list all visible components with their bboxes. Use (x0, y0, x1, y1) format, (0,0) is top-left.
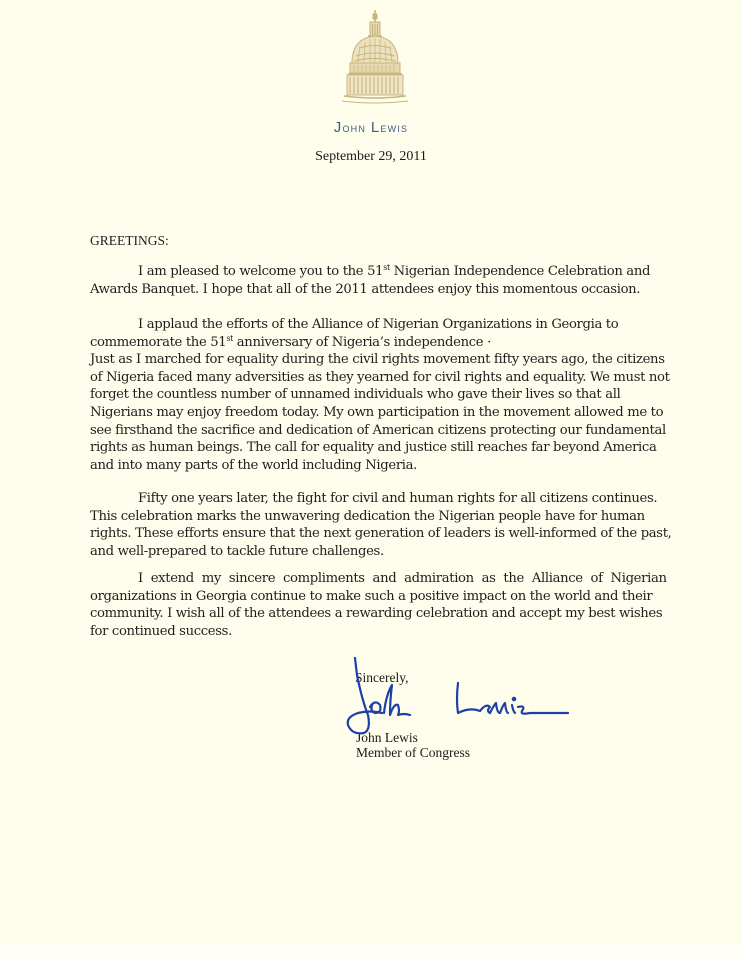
valediction: Sincerely, (355, 670, 409, 685)
text-segment: Nigerian Independence Celebration and (389, 264, 651, 279)
text-line: forget the countless number of unnamed individuals who gave their lives so that all (90, 387, 621, 403)
letterhead-first-rest: ohn (342, 120, 367, 135)
text-line: I extend my sincere compliments and admiration as the Alliance of Nigerian (138, 571, 667, 586)
letter-date: September 29, 2011 (315, 149, 427, 164)
text-line: Just as I marched for equality during the civil rights movement fifty years ago, the citizens (90, 352, 665, 368)
page-bottom-margin (0, 945, 742, 960)
text-line: for continued success. (90, 623, 232, 639)
text-line: see firsthand the sacrifice and dedication of American citizens protecting our fundamental (90, 422, 666, 438)
letterhead-last-rest: ewis (380, 120, 409, 135)
superscript: st (226, 333, 233, 343)
letterhead-first-initial: J (333, 119, 343, 136)
text-line: and into many parts of the world including Nigeria. (90, 457, 418, 473)
signatory-title: Member of Congress (356, 745, 470, 760)
text-line: organizations in Georgia continue to make such a positive impact on the world and their (90, 588, 653, 604)
letterhead-last-initial: L (370, 119, 381, 136)
letterhead-name (0, 119, 742, 136)
text-segment: anniversary of Nigeria’s independence · (232, 334, 491, 350)
text-line: rights. These efforts ensure that the next generation of leaders is well-informed of the past, (90, 526, 672, 542)
text-segment: I am pleased to welcome you to the 51 (138, 264, 384, 279)
capitol-dome-icon (338, 8, 412, 108)
paragraph-applaud (90, 316, 670, 474)
text-line: Fifty one years later, the fight for civil and human rights for all citizens continues. (138, 491, 658, 506)
text-line: Nigerians may enjoy freedom today. My own participation in the movement allowed me to (90, 404, 664, 420)
text-line (90, 334, 650, 352)
text-line (90, 263, 650, 281)
superscript: st (383, 263, 390, 272)
signatory-name: John Lewis (356, 730, 418, 745)
handwritten-signature (340, 655, 580, 765)
paragraph-welcome (90, 263, 650, 298)
paragraph-fifty-one-years (90, 490, 672, 560)
text-line: I applaud the efforts of the Alliance of Nigerian Organizations in Georgia to (138, 317, 619, 332)
text-line: community. I wish all of the attendees a rewarding celebration and accept my best wishes (90, 606, 663, 622)
text-line: of Nigeria faced many adversities as they yearned for civil rights and equality. We must not (90, 369, 670, 385)
text-line: Awards Banquet. I hope that all of the 2011 attendees enjoy this momentous occasion. (90, 281, 641, 297)
text-line: rights as human beings. The call for equality and justice still reaches far beyond America (90, 440, 657, 456)
greeting: GREETINGS: (90, 233, 169, 248)
paragraph-compliments (90, 570, 667, 640)
text-line: This celebration marks the unwavering dedication the Nigerian people have for human (90, 508, 645, 524)
text-line: and well-prepared to tackle future challenges. (90, 543, 384, 559)
text-segment: commemorate the 51 (90, 334, 227, 350)
